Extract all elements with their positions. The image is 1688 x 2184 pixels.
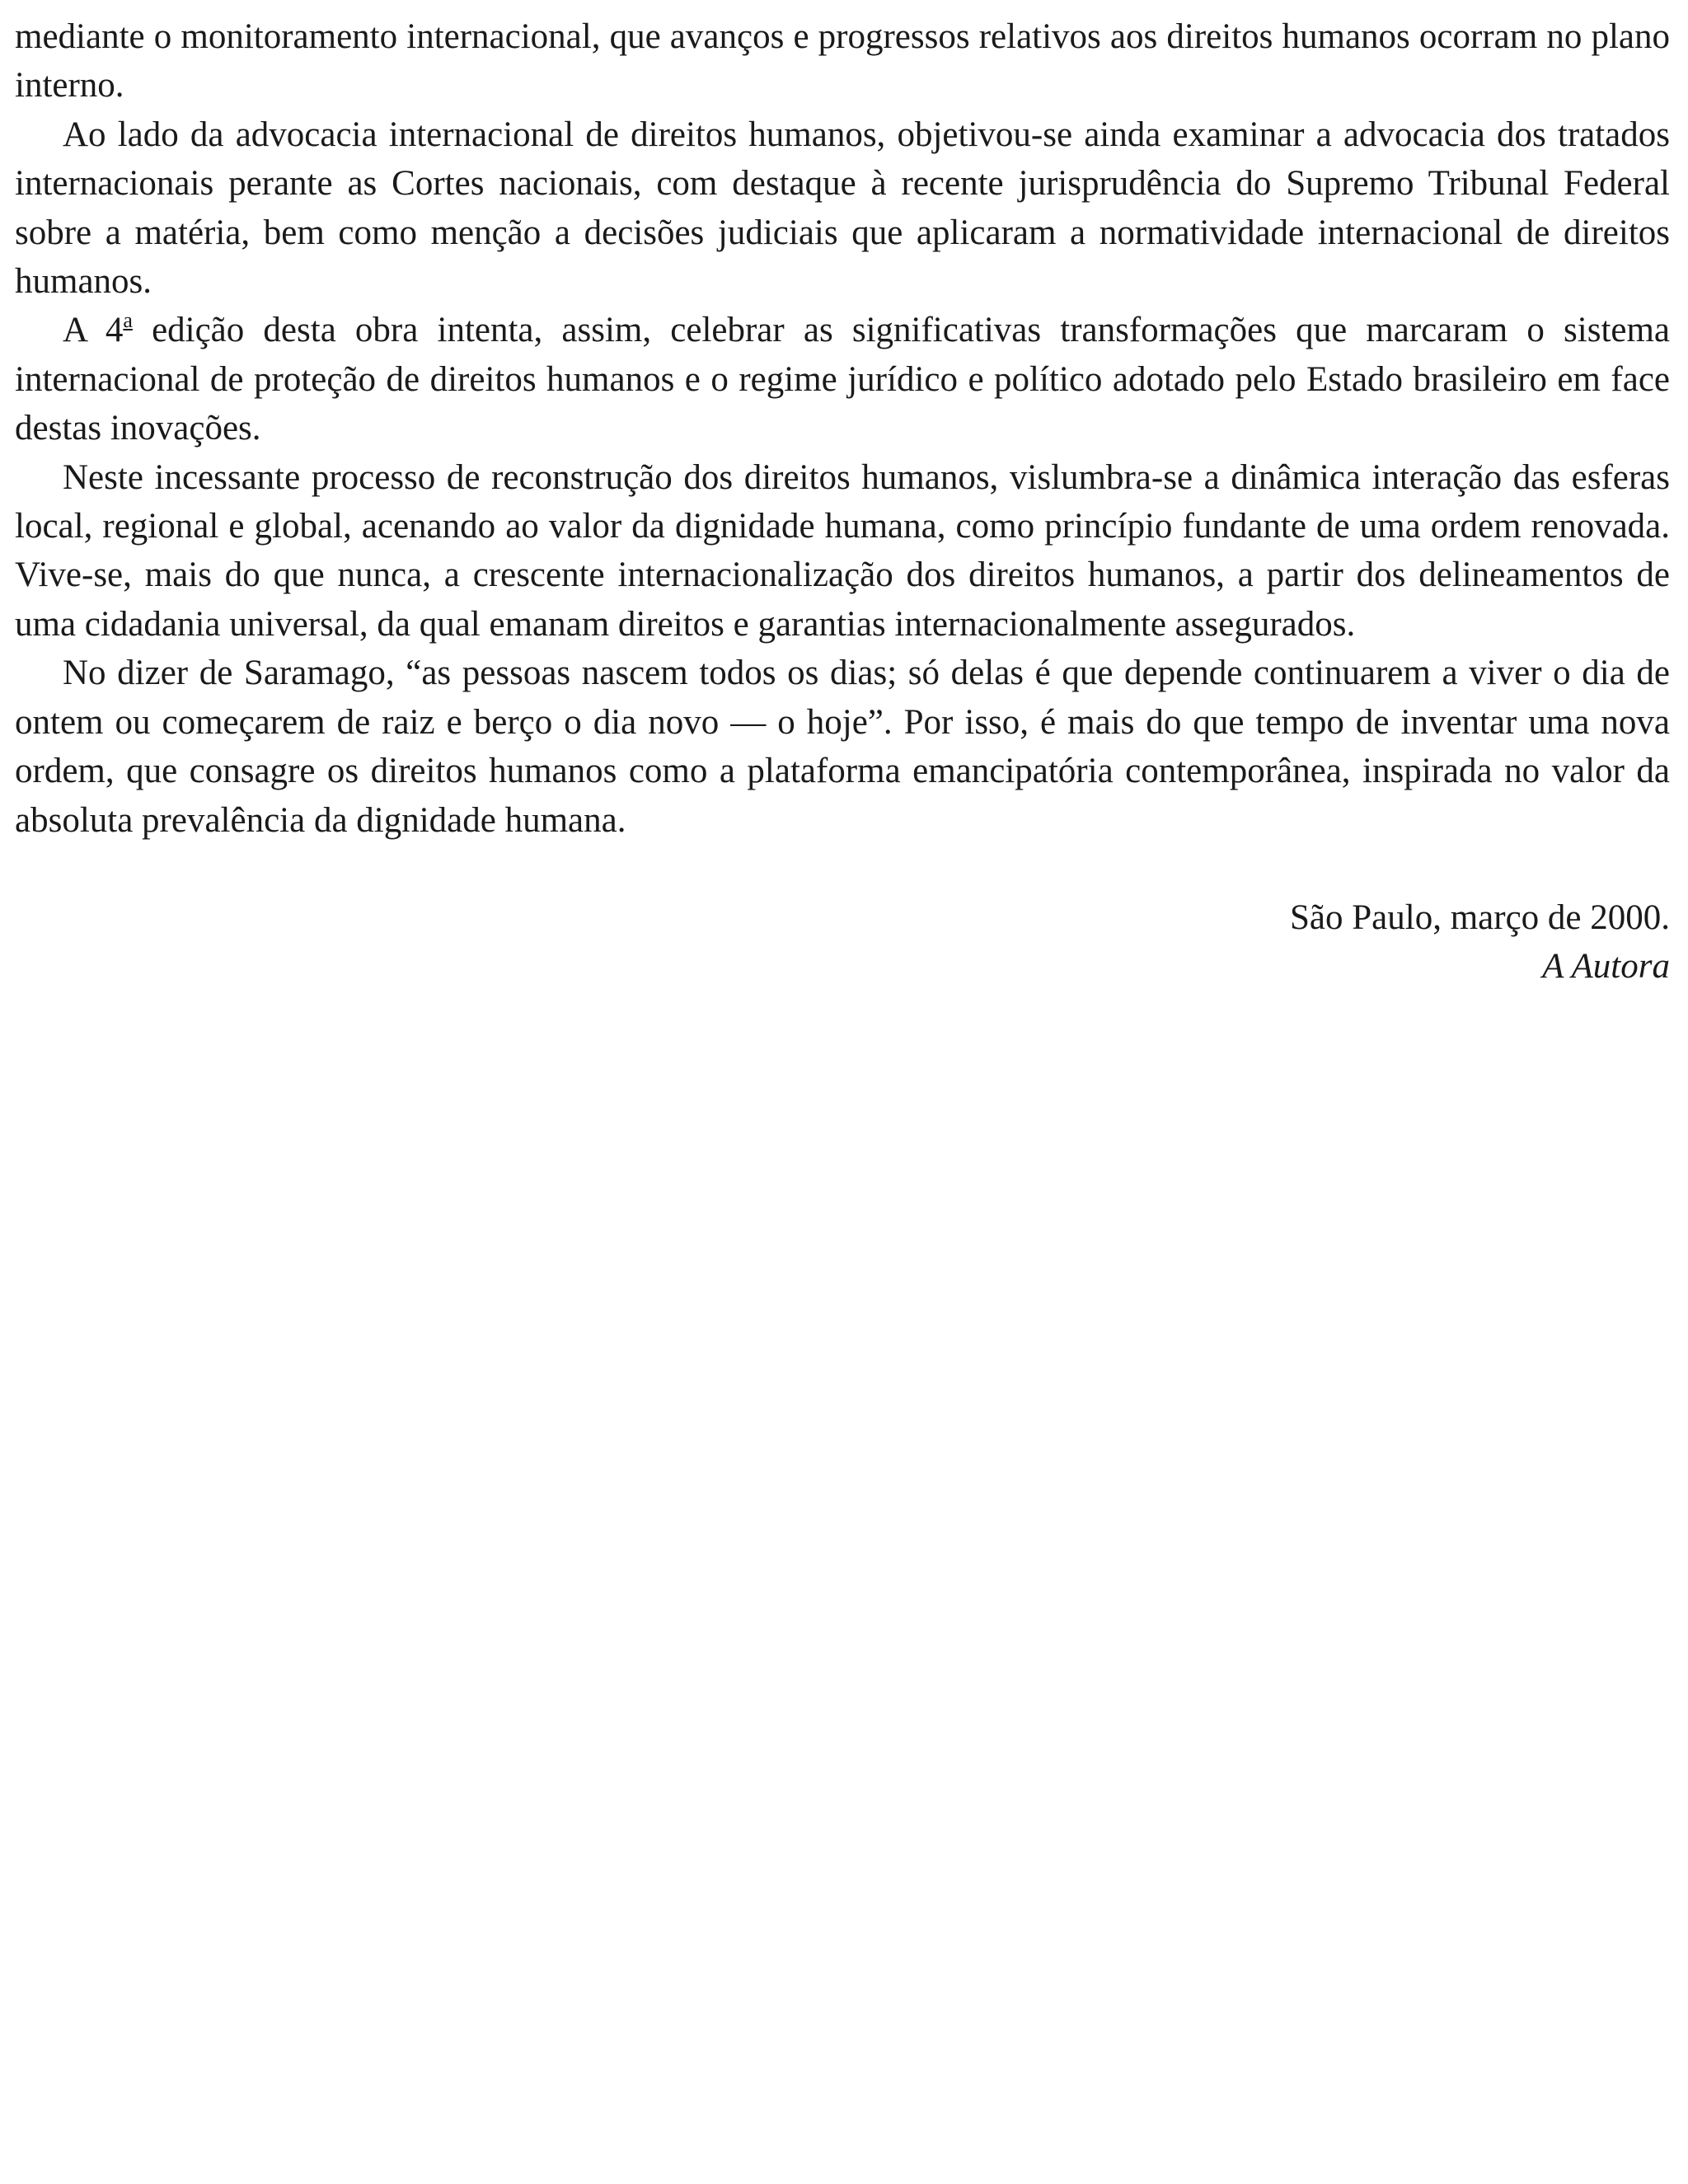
edition-prefix: A 4 [63,311,124,350]
edition-ordinal: a [123,308,133,333]
place-date: São Paulo, março de 2000. [1290,898,1670,937]
paragraph-advocacy: Ao lado da advocacia internacional de direitos humanos, objetivou-se ainda examinar a advocacia dos tratados internacionais perante as Cortes nacionais, com destaque à recente jurisprudência do Supremo Tribunal Federal sobre a matéria, bem como menção a decisões judiciais que aplicaram a normatividade internacional de direitos humanos. [15,115,1670,302]
paragraph-reconstruction: Neste incessante processo de reconstrução dos direitos humanos, vislumbra-se a dinâmica interação das esferas local, regional e global, acenando ao valor da dignidade humana, como princípio fundante de uma ordem renovada. Vive-se, mais do que nunca, a crescente internacionalização dos direitos humanos, a partir dos delineamentos de uma cidadania universal, da qual emanam direitos e garantias internacionalmente assegurados. [15,457,1670,644]
document-page [15,12,1670,991]
edition-text: edição desta obra intenta, assim, celebrar as significativas transformações que marcaram o sistema internacional de proteção de direitos humanos e o regime jurídico e político adotado pelo Estado brasileiro em face destas inovações. [15,311,1671,448]
paragraph-saramago: No dizer de Saramago, “as pessoas nascem todos os dias; só delas é que depende continuarem a viver o dia de ontem ou começarem de raiz e berço o dia novo — o hoje”. Por isso, é mais do que tempo de inventar uma nova ordem, que consagre os direitos humanos como a plataforma emancipatória contemporânea, inspirada no valor da absoluta prevalência da dignidade humana. [15,654,1670,840]
author-signature: A Autora [1542,947,1670,987]
signature-block [15,893,1670,991]
paragraph-edition [15,306,1670,452]
paragraph-continuation: mediante o monitoramento internacional, que avanços e progressos relativos aos direitos humanos ocorram no plano interno. [15,17,1670,105]
